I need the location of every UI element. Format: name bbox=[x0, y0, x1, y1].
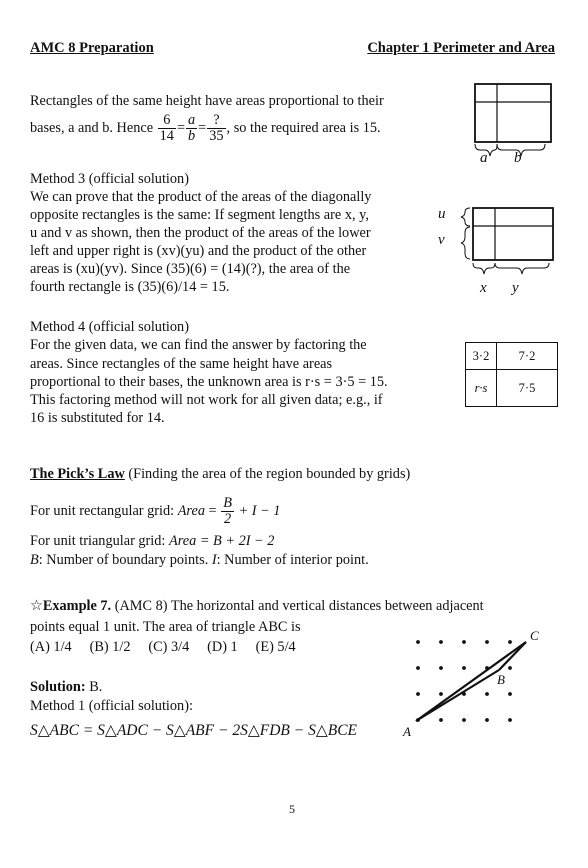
example7-line1: ☆Example 7. (AMC 8) The horizontal and vertical distances between adjacent bbox=[30, 598, 484, 614]
choice-d: (D) 1 bbox=[207, 639, 238, 655]
fig2-label-y: y bbox=[512, 280, 519, 296]
header-left: AMC 8 Preparation bbox=[30, 40, 154, 56]
picks-rect-pre: For unit rectangular grid: bbox=[30, 502, 175, 519]
fig1-label-a: a bbox=[480, 150, 488, 166]
grid-dot bbox=[508, 666, 512, 670]
point-label-c: C bbox=[530, 628, 539, 643]
factoring-table bbox=[465, 342, 558, 407]
grid-dot bbox=[485, 718, 489, 722]
picks-heading bbox=[30, 465, 410, 483]
picks-rect-area: Area bbox=[177, 502, 205, 519]
figure-rectangles-uvxy bbox=[455, 200, 565, 280]
area-formula: S△ABC = S△ADC − S△ABF − 2S△FDB − S△BCE bbox=[30, 722, 358, 739]
grid-dot bbox=[439, 666, 443, 670]
method2-line2-post: , so the required area is 15. bbox=[226, 119, 381, 136]
solution-label: Solution: bbox=[30, 679, 86, 695]
header-right: Chapter 1 Perimeter and Area bbox=[367, 40, 555, 56]
dot-grid-figure bbox=[400, 626, 550, 741]
factor-cell: 3·2 bbox=[466, 343, 497, 370]
method4-line: areas. Since rectangles of the same height have areas bbox=[30, 356, 333, 372]
factor-cell: 7·5 bbox=[497, 370, 558, 407]
grid-dot bbox=[485, 692, 489, 696]
method2-line2: bases, a and b. Hence $\frac{6}{14}$ = $\frac{a}{b}$ = $\frac{?}{35}$ , so the required area is 15. bbox=[30, 112, 381, 144]
fraction-b-2: $\frac{B}{2}$ bbox=[223, 495, 232, 527]
picks-rect-eq: = bbox=[208, 502, 217, 519]
method3-line: opposite rectangles is the same: If segment lengths are x, y, bbox=[30, 207, 369, 223]
grid-dot bbox=[439, 692, 443, 696]
grid-dot bbox=[416, 692, 420, 696]
point-label-b: B bbox=[497, 672, 505, 687]
picks-legend: B: Number of boundary points. I: Number of interior point. bbox=[30, 552, 369, 568]
picks-tri-formula bbox=[30, 532, 274, 550]
grid-dot bbox=[439, 640, 443, 644]
method3-line: left and upper right is (xv)(yu) and the product of the other bbox=[30, 243, 367, 259]
choice-b: (B) 1/2 bbox=[89, 639, 131, 655]
fraction-q-35: $\frac{?}{35}$ bbox=[209, 112, 224, 144]
grid-dot bbox=[416, 666, 420, 670]
solution-value: B. bbox=[85, 679, 103, 695]
fig2-label-u: u bbox=[438, 206, 446, 222]
fraction-a-b: $\frac{a}{b}$ bbox=[188, 112, 196, 144]
method4-line: proportional to their bases, the unknown area is r·s = 3·5 = 15. bbox=[30, 374, 388, 390]
method2-line1: Rectangles of the same height have areas proportional to their bbox=[30, 93, 384, 109]
method4-line: For the given data, we can find the answer by factoring the bbox=[30, 337, 367, 353]
star-icon: ☆ bbox=[30, 598, 43, 614]
method4-line: This factoring method will not work for all given data; e.g., if bbox=[30, 392, 383, 408]
grid-dot bbox=[508, 692, 512, 696]
example7-label: Example 7. bbox=[42, 598, 112, 614]
fig2-label-v: v bbox=[438, 232, 445, 248]
page-number: 5 bbox=[289, 802, 295, 816]
choice-e: (E) 5/4 bbox=[255, 639, 296, 655]
solution-line bbox=[30, 678, 102, 696]
method3-line: u and v as shown, then the product of the areas of the lower bbox=[30, 225, 371, 241]
example7-line2: points equal 1 unit. The area of triangle ABC is bbox=[30, 619, 301, 635]
grid-dot bbox=[485, 640, 489, 644]
choice-c: (C) 3/4 bbox=[148, 639, 190, 655]
method3-title: Method 3 (official solution) bbox=[30, 171, 189, 187]
method4-line: 16 is substituted for 14. bbox=[30, 410, 165, 426]
picks-tri-expr: Area = B + 2I − 2 bbox=[168, 533, 275, 549]
picks-title: The Pick’s Law bbox=[30, 466, 125, 482]
method3-line: areas is (xu)(yv). Since (35)(6) = (14)(?), the area of the bbox=[30, 261, 351, 277]
grid-dot bbox=[508, 718, 512, 722]
method4-title: Method 4 (official solution) bbox=[30, 319, 189, 335]
example7-choices bbox=[30, 638, 296, 656]
picks-subtitle: (Finding the area of the region bounded by grids) bbox=[124, 466, 411, 482]
fig1-label-b: b bbox=[514, 150, 522, 166]
picks-tri-pre: For unit triangular grid: bbox=[30, 533, 166, 549]
factor-cell: r·s bbox=[466, 370, 497, 407]
grid-dot bbox=[508, 640, 512, 644]
point-label-a: A bbox=[403, 724, 411, 739]
grid-dot bbox=[416, 640, 420, 644]
method2-line2-pre: bases, a and b. Hence bbox=[30, 119, 154, 136]
fraction-6-14: $\frac{6}{14}$ bbox=[159, 112, 174, 144]
grid-dot bbox=[462, 640, 466, 644]
grid-dot bbox=[462, 718, 466, 722]
picks-rect-post: + I − 1 bbox=[238, 502, 281, 519]
grid-dot bbox=[439, 718, 443, 722]
fig2-label-x: x bbox=[480, 280, 487, 296]
grid-dot bbox=[462, 666, 466, 670]
factor-cell: 7·2 bbox=[497, 343, 558, 370]
choice-a: (A) 1/4 bbox=[30, 639, 72, 655]
example7-method1: Method 1 (official solution): bbox=[30, 698, 193, 714]
method3-line: fourth rectangle is (35)(6)/14 = 15. bbox=[30, 279, 230, 295]
method3-line: We can prove that the product of the areas of the diagonally bbox=[30, 189, 372, 205]
picks-rect-formula bbox=[30, 496, 280, 527]
